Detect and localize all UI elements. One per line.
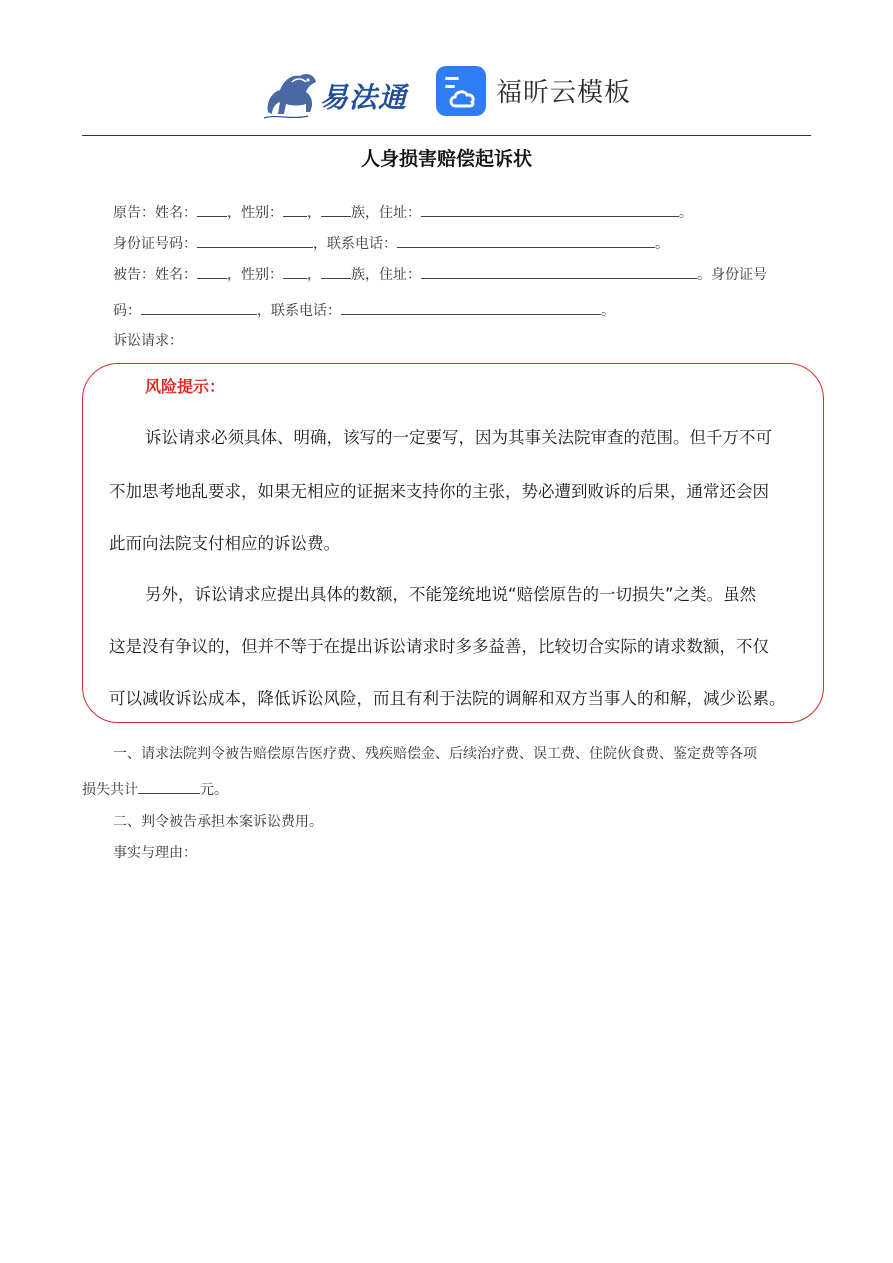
plaintiff-name-blank[interactable]: [197, 202, 227, 217]
plaintiff-id-line: 身份证号码： ，联系电话： 。: [113, 233, 669, 254]
risk-line-3: 此而向法院支付相应的诉讼费。: [109, 534, 340, 553]
plaintiff-ethnicity-blank[interactable]: [321, 202, 351, 217]
risk-line-4: 另外，诉讼请求应提出具体的数额，不能笼统地说“赔偿原告的一切损失”之类。虽然: [145, 585, 757, 604]
claims-label: 诉讼请求：: [113, 333, 183, 349]
yifatong-logo-text: 易法通: [320, 81, 408, 114]
foxit-template-logo-text: 福昕云模板: [496, 78, 632, 108]
risk-line-5: 这是没有争议的，但并不等于在提出诉讼请求时多多益善，比较切合实际的请求数额，不仅: [109, 637, 769, 656]
plaintiff-id-blank[interactable]: [197, 233, 313, 248]
total-amount-blank[interactable]: [138, 779, 200, 794]
header-divider: [82, 135, 811, 136]
plaintiff-gender-blank[interactable]: [283, 202, 307, 217]
yifatong-logo: [262, 62, 412, 124]
defendant-name-blank[interactable]: [197, 264, 227, 279]
facts-and-reasons-label: 事实与理由：: [113, 845, 197, 861]
plaintiff-address-blank[interactable]: [421, 202, 679, 217]
qilin-icon: [262, 62, 322, 124]
defendant-id-blank[interactable]: [141, 300, 257, 315]
foxit-cloud-icon: [436, 66, 486, 116]
defendant-address-blank[interactable]: [421, 264, 697, 279]
risk-notice-title: 风险提示：: [145, 377, 226, 396]
risk-line-6: 可以减收诉讼成本，降低诉讼风险，而且有利于法院的调解和双方当事人的和解，减少讼累。: [109, 689, 786, 708]
risk-line-2: 不加思考地乱要求，如果无相应的证据来支持你的主张，势必遭到败诉的后果，通常还会因: [109, 482, 769, 501]
defendant-gender-blank[interactable]: [283, 264, 307, 279]
risk-line-1: 诉讼请求必须具体、明确，该写的一定要写，因为其事关法院审查的范围。但千万不可: [145, 428, 772, 447]
claim-1-line-2: 损失共计 元。: [82, 779, 228, 800]
plaintiff-phone-blank[interactable]: [397, 233, 655, 248]
claim-1-line-1: 一、请求法院判令被告赔偿原告医疗费、残疾赔偿金、后续治疗费、误工费、住院伙食费、鉴定费等各项: [113, 746, 757, 762]
document-header: [0, 56, 893, 126]
plaintiff-line: 原告：姓名： ，性别： ， 族，住址： 。: [113, 202, 693, 223]
defendant-phone-blank[interactable]: [341, 300, 601, 315]
defendant-id-line: 码： ，联系电话： 。: [113, 300, 615, 321]
document-title: 人身损害赔偿起诉状: [360, 148, 532, 170]
defendant-line: 被告：姓名： ，性别： ， 族，住址： 。身份证号: [113, 264, 767, 285]
claim-2: 二、判令被告承担本案诉讼费用。: [113, 814, 323, 830]
defendant-ethnicity-blank[interactable]: [321, 264, 351, 279]
